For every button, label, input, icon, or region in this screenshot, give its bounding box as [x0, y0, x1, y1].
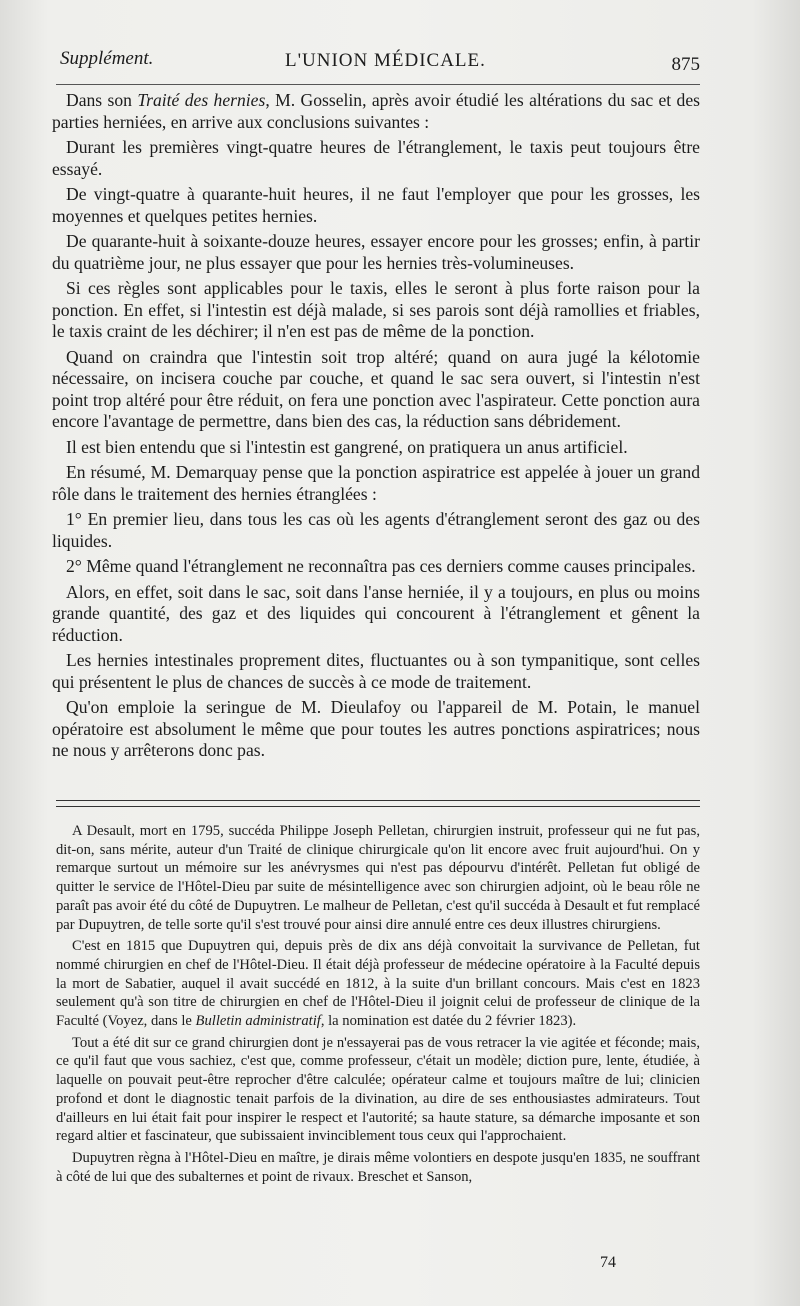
header-rule [56, 84, 700, 85]
paragraph: 2° Même quand l'étranglement ne reconnaîtra pas ces derniers comme causes principales. [66, 556, 696, 576]
journal-title: L'UNION MÉDICALE. [285, 50, 486, 71]
signature-mark: 74 [600, 1254, 616, 1271]
paragraph: Les hernies intestinales proprement dites, fluctuantes ou à son tympanitique, sont celles qui présentent le plus de chances de succès à ce mode de traitement. [52, 650, 700, 692]
paragraph: De vingt-quatre à quarante-huit heures, il ne faut l'employer que pour les grosses, les moyennes et quelques petites hernies. [52, 184, 700, 226]
book-title: Traité des hernies [137, 90, 266, 110]
running-head [60, 48, 700, 78]
paragraph: C'est en 1815 que Dupuytren qui, depuis près de dix ans déjà convoitait la survivance de Pelletan, fut nommé chirurgien en chef de l'Hôtel-Dieu. Il était déjà professeur de médecine opératoire à la Faculté depuis la mort de Sabatier, auquel il avait succédé en 1812, à la suite d'un brillant concours. Mais c'est en 1823 seulement qu'à son titre de chirurgien en chef de l'Hôtel-Dieu il joignit celui de professeur de clinique de la Faculté (Voyez, dans le Bulletin administratif, la nomination est datée du 2 février 1823). [56, 938, 700, 1030]
paragraph: Dupuytren règna à l'Hôtel-Dieu en maître, je dirais même volontiers en despote jusqu'en 1835, ne souffrant à côté de lui que des subalternes et point de rivaux. Breschet et Sanson, [56, 1149, 700, 1185]
section-label: Supplément. [60, 48, 154, 69]
paragraph: Dans son Traité des hernies, M. Gosselin, après avoir étudié les altérations du sac et des parties herniées, en arrive aux conclusions suivantes : [52, 90, 700, 132]
section-divider [56, 800, 700, 807]
publication-title: Bulletin administratif [195, 1013, 321, 1030]
paragraph: Qu'on emploie la seringue de M. Dieulafoy ou l'appareil de M. Potain, le manuel opératoire est absolument le même que pour toutes les autres ponctions aspiratrices; nous ne nous y arrêterons donc pas. [52, 697, 700, 760]
paragraph: 1° En premier lieu, dans tous les cas où les agents d'étranglement seront des gaz ou des liquides. [52, 509, 700, 551]
main-text [52, 90, 700, 766]
page-number: 875 [671, 54, 700, 75]
paragraph: En résumé, M. Demarquay pense que la ponction aspiratrice est appelée à jouer un grand rôle dans le traitement des hernies étranglées : [52, 462, 700, 504]
paragraph: Tout a été dit sur ce grand chirurgien dont je n'essayerai pas de vous retracer la vie agitée et féconde; mais, ce qu'il faut que vous sachiez, c'est que, comme professeur, c'était un modèle; diction pure, lente, étudiée, à laquelle on pouvait peut-être reprocher d'être calculée; opérateur calme et toujours maître de lui; clinicien profond et dont le diagnostic tenait parfois de la divination, au dire de ses enthousiastes admirateurs. Tout d'ailleurs en lui était fait pour inspirer le respect et l'autorité; sa haute stature, sa démarche imposante et son regard altier et fascinateur, que subissaient invinciblement tous ceux qui l'approchaient. [56, 1034, 700, 1145]
paragraph: A Desault, mort en 1795, succéda Philippe Joseph Pelletan, chirurgien instruit, professeur qui ne fut pas, dit-on, sans mérite, auteur d'un Traité de clinique chirurgicale qu'on lit encore avec fruit aujourd'hui. On y remarque surtout un mémoire sur les anévrysmes qui n'est pas dépourvu d'intérêt. Pelletan fut obligé de quitter le service de l'Hôtel-Dieu par suite de mésintelligence avec son chirurgien adjoint, où le beau rôle ne paraît pas avoir été du côté de Dupuytren. Le malheur de Pelletan, c'est qu'il succéda à Desault et fut remplacé par Dupuytren, de telle sorte qu'il s'est trouvé pour ainsi dire annulé entre ces deux illustres chirurgiens. [56, 823, 700, 933]
paragraph: Quand on craindra que l'intestin soit trop altéré; quand on aura jugé la kélotomie nécessaire, on incisera couche par couche, et quand le sac sera ouvert, si l'intestin n'est point trop altéré pour être réduit, on fera une ponction avec l'aspirateur. Cette ponction aura encore l'avantage de permettre, dans bien des cas, la réduction sans débridement. [52, 346, 700, 431]
feuilleton-text [56, 822, 700, 1189]
paragraph: Il est bien entendu que si l'intestin est gangrené, on pratiquera un anus artificiel. [66, 436, 628, 457]
paragraph: Si ces règles sont applicables pour le taxis, elles le seront à plus forte raison pour la ponction. En effet, si l'intestin est déjà malade, si ses parois sont déjà ramollies et friables, le taxis craint de les déchirer; il n'en est pas de même de la ponction. [52, 278, 700, 341]
paragraph: De quarante-huit à soixante-douze heures, essayer encore pour les grosses; enfin, à partir du quatrième jour, ne plus essayer que pour les hernies très-volumineuses. [52, 231, 700, 273]
paragraph: Durant les premières vingt-quatre heures de l'étranglement, le taxis peut toujours être essayé. [52, 137, 700, 179]
paragraph: Alors, en effet, soit dans le sac, soit dans l'anse herniée, il y a toujours, en plus ou moins grande quantité, des gaz et des liquides qui concourent à l'étranglement et gênent la réduction. [52, 581, 700, 645]
